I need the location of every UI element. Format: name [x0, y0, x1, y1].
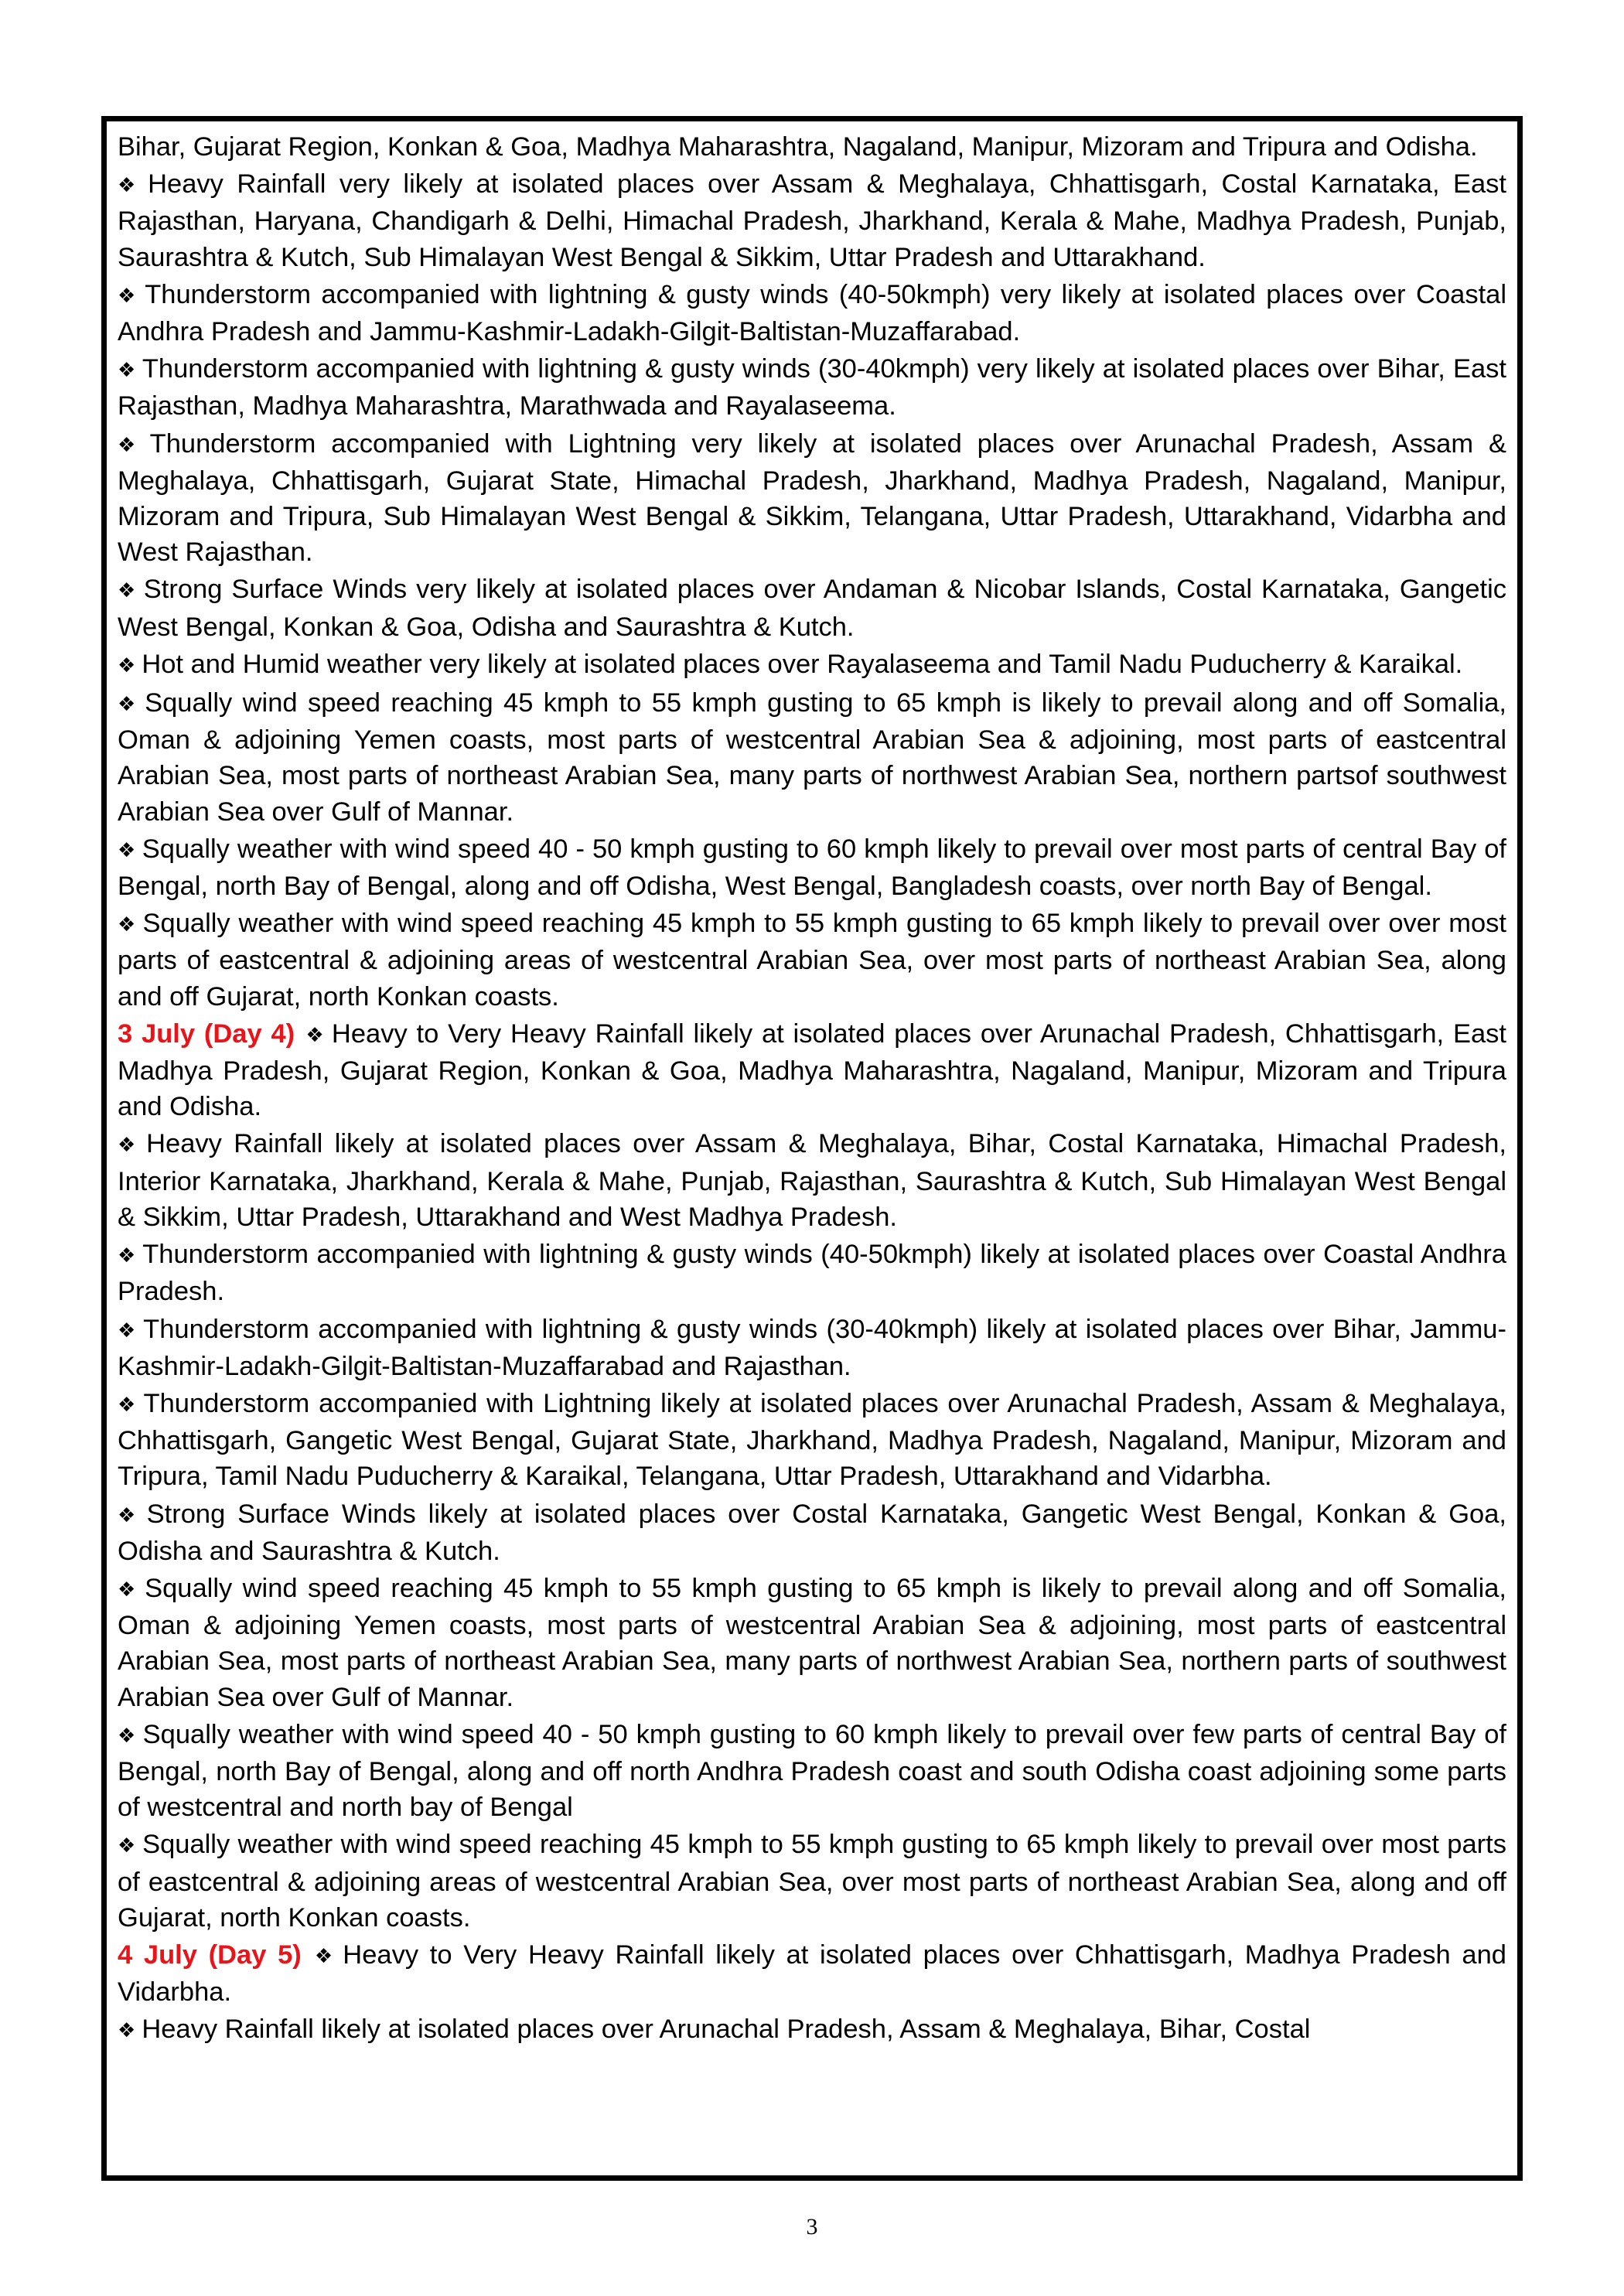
forecast-paragraph: [118, 831, 1506, 904]
diamond-bullet-icon: ❖: [304, 1023, 326, 1047]
paragraph-text: Thunderstorm accompanied with lightning & gusty winds (30-40kmph) likely at isolated places over Bihar, Jammu-Kashmir-Ladakh-Gilgit-Baltistan-Muzaffarabad and Rajasthan.: [118, 1314, 1506, 1381]
diamond-bullet-icon: ❖: [118, 284, 139, 308]
forecast-paragraph: [118, 646, 1506, 684]
diamond-bullet-icon: ❖: [118, 1134, 141, 1158]
paragraph-text: Squally wind speed reaching 45 kmph to 55 kmph gusting to 65 kmph is likely to prevail along and off Somalia, Oman & adjoining Yemen coasts, most parts of westcentral Arabian Sea & adjoining, most parts of eastcentral Arabian Sea, most parts of northeast Arabian Sea, many parts of northwest Arabian Sea, northern partsof southwest Arabian Sea over Gulf of Mannar.: [118, 688, 1507, 827]
forecast-paragraph: [118, 1237, 1506, 1309]
paragraph-text: Squally wind speed reaching 45 kmph to 55 kmph gusting to 65 kmph is likely to prevail along and off Somalia, Oman & adjoining Yemen coasts, most parts of westcentral Arabian Sea & adjoining, most parts of eastcentral Arabian Sea, most parts of northeast Arabian Sea, many parts of northwest Arabian Sea, northern parts of southwest Arabian Sea over Gulf of Mannar.: [118, 1573, 1507, 1712]
paragraph-text: Thunderstorm accompanied with lightning & gusty winds (40-50kmph) likely at isolated places over Coastal Andhra Pradesh.: [118, 1240, 1506, 1307]
paragraph-text: Thunderstorm accompanied with Lightning likely at isolated places over Arunachal Pradesh, Assam & Meghalaya, Chhattisgarh, Gangetic West Bengal, Gujarat State, Jharkhand, Madhya Pradesh, Nagaland, Manipur, Mizoram and Tripura, Tamil Nadu Puducherry & Karaikal, Telangana, Uttar Pradesh, Uttarakhand and Vidarbha.: [118, 1388, 1506, 1492]
forecast-paragraph: [118, 166, 1506, 275]
paragraph-text: Thunderstorm accompanied with lightning & gusty winds (30-40kmph) very likely at isolated places over Bihar, East Rajasthan, Madhya Maharashtra, Marathwada and Rayalaseema.: [118, 354, 1506, 421]
paragraph-text: Squally weather with wind speed reaching 45 kmph to 55 kmph gusting to 65 kmph likely to prevail over over most parts of eastcentral & adjoining areas of westcentral Arabian Sea, over most parts of northeast Arabian Sea, along and off Gujarat, north Konkan coasts.: [118, 909, 1507, 1012]
diamond-bullet-icon: ❖: [118, 433, 144, 457]
diamond-bullet-icon: ❖: [118, 1319, 138, 1342]
forecast-paragraph: [118, 129, 1506, 165]
forecast-box: [101, 116, 1523, 2181]
paragraph-text: Hot and Humid weather very likely at isolated places over Rayalaseema and Tamil Nadu Puducherry & Karaikal.: [142, 649, 1463, 679]
forecast-paragraph: [118, 1312, 1506, 1384]
forecast-paragraph: [118, 1571, 1506, 1715]
diamond-bullet-icon: ❖: [118, 693, 139, 717]
forecast-paragraph: [118, 277, 1506, 350]
paragraph-text: Heavy Rainfall likely at isolated places over Arunachal Pradesh, Assam & Meghalaya, Bihar, Costal: [142, 2015, 1311, 2045]
forecast-text: [118, 129, 1506, 2175]
diamond-bullet-icon: ❖: [310, 1944, 337, 1968]
diamond-bullet-icon: ❖: [118, 838, 136, 862]
forecast-paragraph: [118, 1496, 1506, 1569]
paragraph-text: Squally weather with wind speed 40 - 50 kmph gusting to 60 kmph likely to prevail over few parts of central Bay of Bengal, north Bay of Bengal, along and off north Andhra Pradesh coast and south Odisha coast adjoining some parts of westcentral and north bay of Bengal: [118, 1719, 1507, 1823]
paragraph-text: Heavy to Very Heavy Rainfall likely at isolated places over Arunachal Pradesh, Chhattisgarh, East Madhya Pradesh, Gujarat Region, Konkan & Goa, Madhya Maharashtra, Nagaland, Manipur, Mizoram and Tripura and Odisha.: [118, 1018, 1506, 1122]
paragraph-text: Heavy Rainfall likely at isolated places over Assam & Meghalaya, Bihar, Costal Karnataka, Himachal Pradesh, Interior Karnataka, Jharkhand, Kerala & Mahe, Punjab, Rajasthan, Saurashtra & Kutch, Sub Himalayan West Bengal & Sikkim, Uttar Pradesh, Uttarakhand and West Madhya Pradesh.: [118, 1129, 1507, 1232]
day-paragraph: [118, 1016, 1506, 1125]
diamond-bullet-icon: ❖: [118, 1244, 137, 1268]
forecast-paragraph: [118, 426, 1506, 571]
day-label: 3 July (Day 4): [118, 1018, 295, 1049]
paragraph-text: Strong Surface Winds very likely at isolated places over Andaman & Nicobar Islands, Costal Karnataka, Gangetic West Bengal, Konkan & Goa, Odisha and Saurashtra & Kutch.: [118, 575, 1507, 642]
diamond-bullet-icon: ❖: [118, 1393, 138, 1417]
day-paragraph: [118, 1937, 1506, 2010]
paragraph-text: Squally weather with wind speed 40 - 50 kmph gusting to 60 kmph likely to prevail over most parts of central Bay of Bengal, north Bay of Bengal, along and off Odisha, West Bengal, Bangladesh coasts, over north Bay of Bengal.: [118, 834, 1506, 902]
paragraph-text: Thunderstorm accompanied with Lightning very likely at isolated places over Arunachal Pradesh, Assam & Meghalaya, Chhattisgarh, Gujarat State, Himachal Pradesh, Jharkhand, Madhya Pradesh, Nagaland, Manipur, Mizoram and Tripura, Sub Himalayan West Bengal & Sikkim, Telangana, Uttar Pradesh, Uttarakhand, Vidarbha and West Rajasthan.: [118, 428, 1507, 568]
forecast-paragraph: [118, 1386, 1506, 1495]
forecast-paragraph: [118, 1126, 1506, 1235]
forecast-paragraph: [118, 906, 1506, 1015]
paragraph-text: Heavy to Very Heavy Rainfall likely at isolated places over Chhattisgarh, Madhya Pradesh and Vidarbha.: [118, 1939, 1506, 2008]
diamond-bullet-icon: ❖: [118, 1578, 139, 1602]
paragraph-text: Strong Surface Winds likely at isolated places over Costal Karnataka, Gangetic West Bengal, Konkan & Goa, Odisha and Saurashtra & Kutch.: [118, 1499, 1506, 1566]
paragraph-text: Squally weather with wind speed reaching 45 kmph to 55 kmph gusting to 65 kmph likely to prevail over most parts of eastcentral & adjoining areas of westcentral Arabian Sea, over most parts of northeast Arabian Sea, along and off Gujarat, north Konkan coasts.: [118, 1830, 1506, 1933]
diamond-bullet-icon: ❖: [118, 1503, 141, 1527]
diamond-bullet-icon: ❖: [118, 1834, 137, 1858]
paragraph-text: Bihar, Gujarat Region, Konkan & Goa, Madhya Maharashtra, Nagaland, Manipur, Mizoram and Tripura and Odisha.: [118, 132, 1478, 162]
diamond-bullet-icon: ❖: [118, 913, 137, 937]
diamond-bullet-icon: ❖: [118, 653, 136, 677]
paragraph-text: Heavy Rainfall very likely at isolated places over Assam & Meghalaya, Chhattisgarh, Costal Karnataka, East Rajasthan, Haryana, Chandigarh & Delhi, Himachal Pradesh, Jharkhand, Kerala & Mahe, Madhya Pradesh, Punjab, Saurashtra & Kutch, Sub Himalayan West Bengal & Sikkim, Uttar Pradesh and Uttarakhand.: [118, 169, 1506, 272]
forecast-paragraph: [118, 351, 1506, 424]
diamond-bullet-icon: ❖: [118, 359, 136, 383]
forecast-paragraph: [118, 2011, 1506, 2049]
forecast-paragraph: [118, 685, 1506, 830]
diamond-bullet-icon: ❖: [118, 579, 138, 603]
diamond-bullet-icon: ❖: [118, 174, 142, 198]
page-number: 3: [806, 2214, 818, 2240]
diamond-bullet-icon: ❖: [118, 1724, 137, 1748]
diamond-bullet-icon: ❖: [118, 2019, 136, 2043]
forecast-paragraph: [118, 1717, 1506, 1826]
forecast-paragraph: [118, 571, 1506, 644]
paragraph-text: Thunderstorm accompanied with lightning & gusty winds (40-50kmph) very likely at isolated places over Coastal Andhra Pradesh and Jammu-Kashmir-Ladakh-Gilgit-Baltistan-Muzaffarabad.: [118, 279, 1507, 347]
day-label: 4 July (Day 5): [118, 1939, 302, 1970]
forecast-paragraph: [118, 1827, 1506, 1936]
